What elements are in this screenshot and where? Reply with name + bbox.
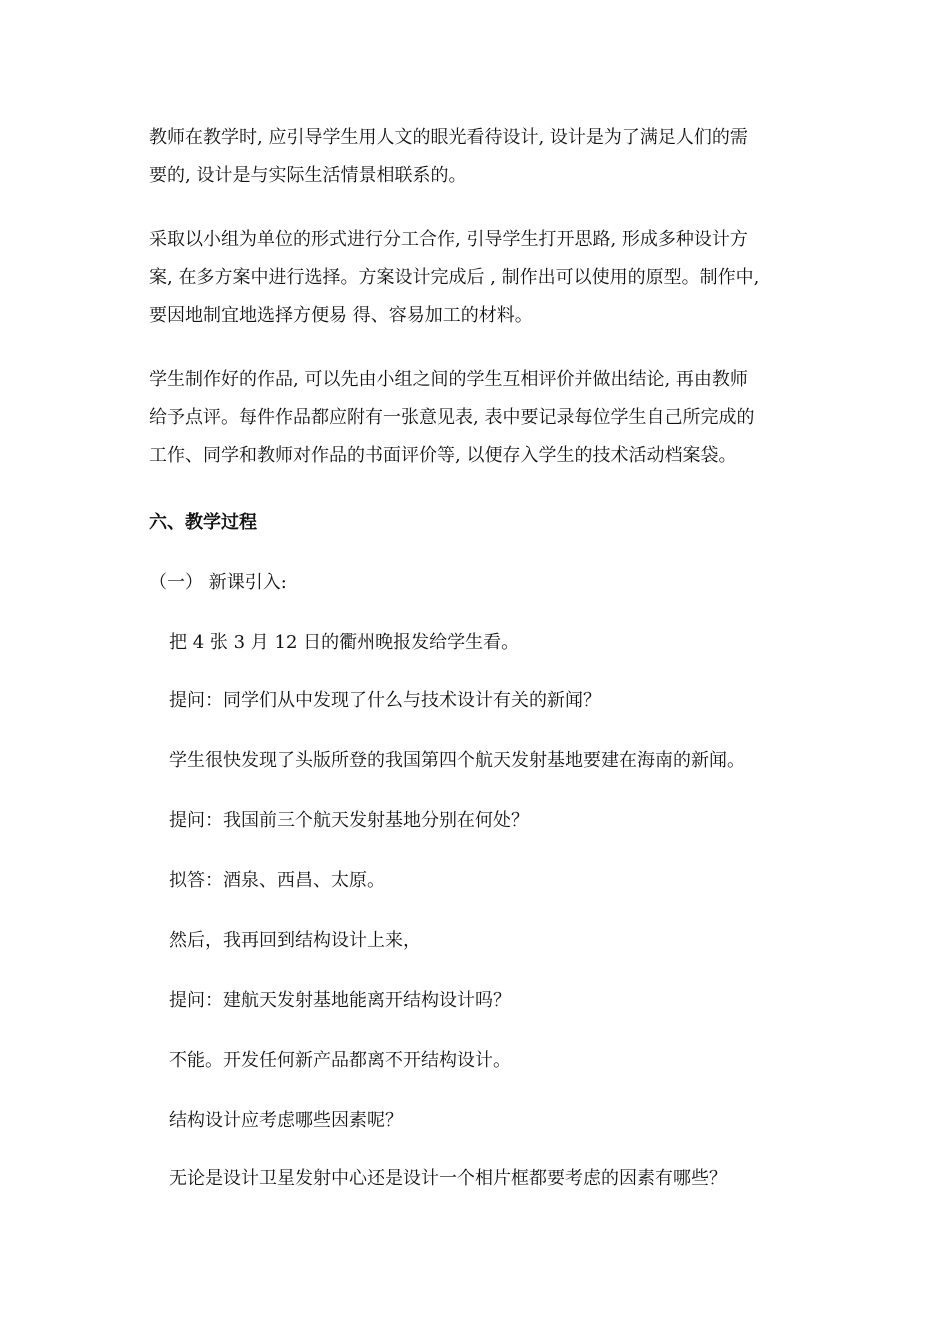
text-line: 要的, 设计是与实际生活情景相联系的。 — [149, 165, 467, 186]
text-line: 给予点评。每件作品都应附有一张意见表, 表中要记录每位学生自己所完成的 — [149, 407, 755, 428]
lesson-line: 结构设计应考虑哪些因素呢？ — [169, 1110, 403, 1131]
paragraph-design-perspective — [149, 119, 809, 195]
lesson-line: 提问：建航天发射基地能离开结构设计吗？ — [169, 990, 511, 1011]
text-line: 教师在教学时, 应引导学生用人文的眼光看待设计, 设计是为了满足人们的需 — [149, 127, 748, 148]
lesson-line: 拟答：酒泉、西昌、太原。 — [169, 870, 385, 891]
lesson-line: 学生很快发现了头版所登的我国第四个航天发射基地要建在海南的新闻。 — [169, 750, 745, 771]
paragraph-group-work — [149, 221, 809, 335]
lesson-line: 把 4 张 3 月 12 日的衢州晚报发给学生看。 — [169, 632, 520, 653]
lesson-line: 然后，我再回到结构设计上来， — [169, 930, 421, 951]
text-line: 要因地制宜地选择方便易 得、容易加工的材料。 — [149, 305, 533, 326]
lesson-line: 无论是设计卫星发射中心还是设计一个相片框都要考虑的因素有哪些？ — [169, 1168, 727, 1189]
lesson-line: 提问：同学们从中发现了什么与技术设计有关的新闻？ — [169, 690, 601, 711]
text-line: 学生制作好的作品, 可以先由小组之间的学生互相评价并做出结论, 再由教师 — [149, 369, 748, 390]
section-heading: 六、教学过程 — [149, 512, 257, 533]
text-line: 采取以小组为单位的形式进行分工合作, 引导学生打开思路, 形成多种设计方 — [149, 229, 748, 250]
text-line: 案, 在多方案中进行选择。方案设计完成后 , 制作出可以使用的原型。制作中, — [149, 267, 760, 288]
subsection-heading: （一） 新课引入: — [149, 572, 287, 593]
lesson-line: 不能。开发任何新产品都离不开结构设计。 — [169, 1050, 511, 1071]
text-line: 工作、同学和教师对作品的书面评价等, 以便存入学生的技术活动档案袋。 — [149, 445, 737, 466]
lesson-line: 提问：我国前三个航天发射基地分别在何处？ — [169, 810, 529, 831]
paragraph-evaluation — [149, 361, 809, 475]
